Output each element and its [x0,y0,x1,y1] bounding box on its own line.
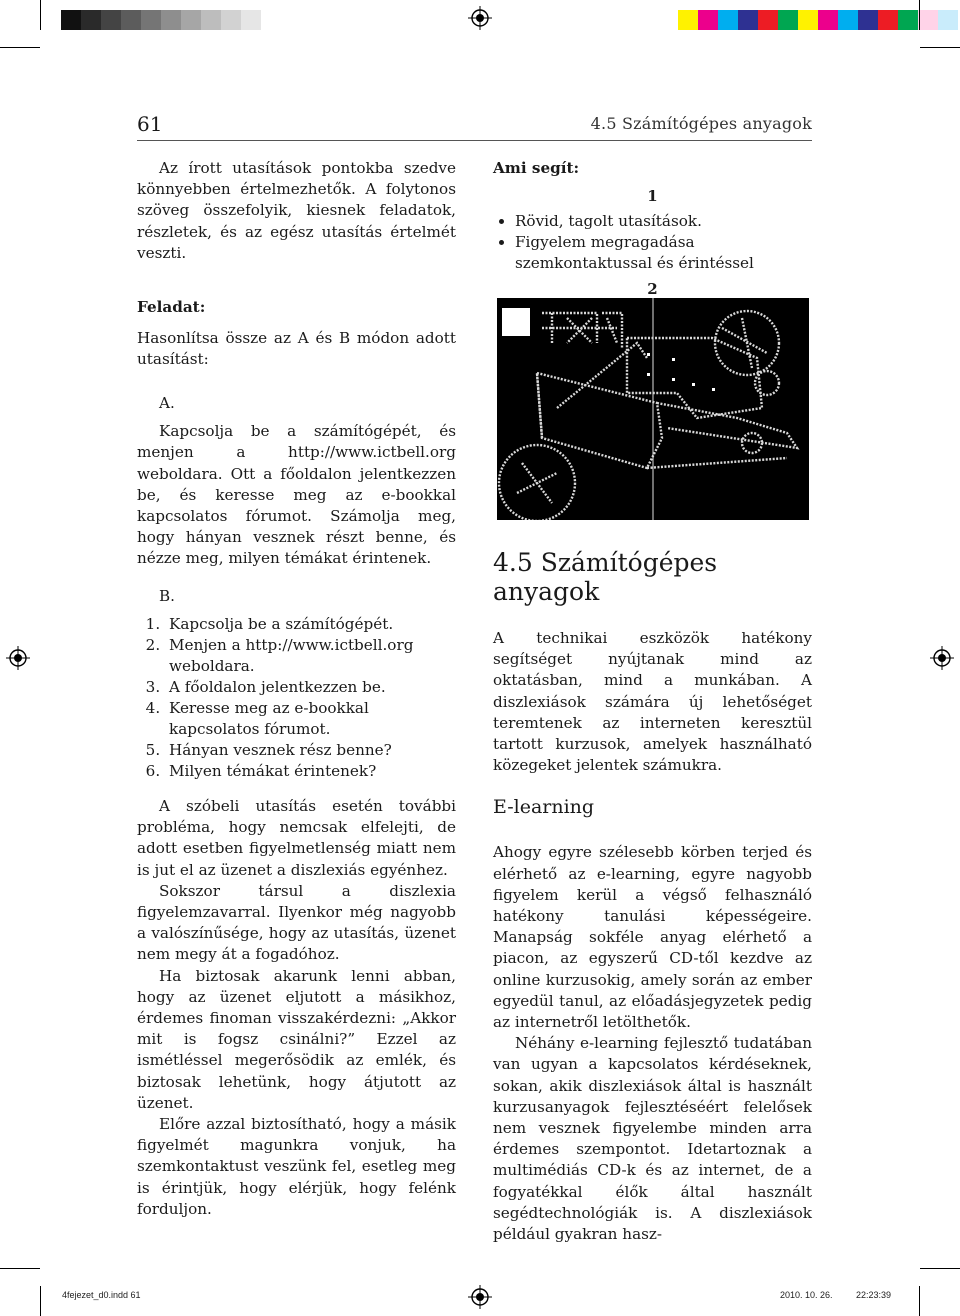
oral-instructions-block [137,796,456,1220]
variant-a [137,393,456,570]
list-item: 3. A főoldalon jelentkezzen be. [165,677,456,698]
task-heading: Feladat: [137,298,206,316]
header-rule [137,140,812,141]
list-item: 5. Hányan vesznek rész benne? [165,740,456,761]
paragraph: Sokszor társul a diszlexia figyelemzavarral. Ilyenkor még nagyobb a valószínűsége, hogy az utasítás, üzenet nem megy át a fogadóhoz. [137,881,456,964]
crop-mark [0,47,40,48]
variant-a-label: A. [159,394,175,412]
grey-calibration-bar [61,10,261,30]
number-label: 2 [647,280,658,299]
list-item: 1. Kapcsolja be a számítógépét. [165,614,456,635]
registration-mark-icon [6,646,30,670]
list-item: • Rövid, tagolt utasítások. [515,211,812,232]
intro-block [137,158,456,264]
line-drawing-figure [497,298,809,520]
page-number: 61 [137,112,163,136]
crop-mark [40,1286,41,1316]
task-text: Hasonlítsa össze az A és B módon adott utasítást: [137,329,456,369]
crop-mark [920,47,960,48]
crop-mark [920,1268,960,1269]
section-block [493,548,812,1245]
footer-time: 22:23:39 [856,1290,892,1300]
footer-date: 2010. 10. 26. [780,1290,833,1300]
list-item: 2. Menjen a http://www.ictbell.org weboldara. [165,635,456,677]
help-bullets [493,211,812,274]
list-item: 6. Milyen témákat érintenek? [165,761,456,782]
variant-b [137,586,456,782]
variant-b-label: B. [159,587,175,605]
crop-mark [919,0,920,30]
intro-paragraph: Az írott utasítások pontokba szedve könnyebben értelmezhetők. A folytonos szöveg összefolyik, kiesnek feladatok, részletek, és az egész utasítás értelmét veszti. [137,159,456,262]
help-heading: Ami segít: [493,159,580,177]
device-drawing-icon [497,298,809,520]
subsection-title: E-learning [493,796,595,819]
registration-mark-icon [468,1285,492,1309]
variant-a-text: Kapcsolja be a számítógépét, és menjen a http://www.ictbell.org weboldara. Ott a főoldalon jelentkezzen be, és keresse meg az e-bookkal kapcsolatos fórumot. Számolja meg, hogy hányan vesznek részt benne, és nézze meg, milyen témákat érintenek. [137,422,456,568]
variant-b-steps [137,614,456,782]
paragraph: Előre azzal biztosítható, hogy a másik figyelmét magunkra vonjuk, ha szemkontaktust veszünk fel, esetleg meg is érintjük, hogy elérjük, hogy felénk forduljon. [137,1115,456,1218]
paragraph: Néhány e-learning fejlesztő tudatában van ugyan a kapcsolatos kérdéseknek, sokan, akik diszlexiások által is használt kurzusanyagok fejlesztéséért felelősek nem vesznek figyelembe minden arra érdemes szempontot. Idetartoznak a multimédiás CD-k és az internet, de a fogyatékkal élők által használt segédtechnológiák is. A diszlexiások például gyakran hasz- [493,1034,812,1244]
paragraph: A szóbeli utasítás esetén további probléma, hogy nemcsak elfelejti, de adott esetben figyelmetlenség miatt nem is jut el az üzenet a diszlexiás egyénhez. [137,797,456,879]
registration-mark-icon [930,646,954,670]
list-item: • Figyelem megragadása szemkontaktussal és érintéssel [515,232,812,274]
crop-mark [919,1286,920,1316]
crop-mark [40,0,41,30]
paragraph: Ha biztosak akarunk lenni abban, hogy az üzenet eljutott a másikhoz, érdemes finoman visszakérdezni: „Akkor mit is fogsz csinálni?” Ezzel az ismétléssel megerősödik az emlék, és biztosak lehetünk, hogy átjutott az üzenet. [137,966,456,1112]
footer-file-name: 4fejezet_d0.indd 61 [62,1290,141,1300]
registration-mark-icon [468,6,492,30]
help-box [493,158,812,298]
section-title: 4.5 Számítógépes anyagok [493,548,718,606]
number-label: 1 [647,187,658,206]
paragraph: Ahogy egyre szélesebb körben terjed és elérhető az e-learning, egyre nagyobb figyelem kerül a végső felhasználó hatékony tanulási képességeire. Manapság sokféle anyag elérhető a piacon, az egyszerű CD-től kezdve az online kurzusokig, amely során az ember egyedül tanul, az előadásjegyzetek pedig az internetről letölthetők. [493,843,812,1032]
list-item: 4. Keresse meg az e-bookkal kapcsolatos fórumot. [165,698,456,740]
section-paragraph: A technikai eszközök hatékony segítséget nyújtanak mind az oktatásban, mind a munkában. A diszlexiások számára új lehetőséget teremtenek az interneten keresztül tartott kurzusok, amelyek használható közegeket jelentek számukra. [493,629,812,775]
crop-mark [0,1268,40,1269]
task-block [137,297,456,371]
running-head: 4.5 Számítógépes anyagok [590,114,812,133]
color-calibration-bar [678,10,958,30]
